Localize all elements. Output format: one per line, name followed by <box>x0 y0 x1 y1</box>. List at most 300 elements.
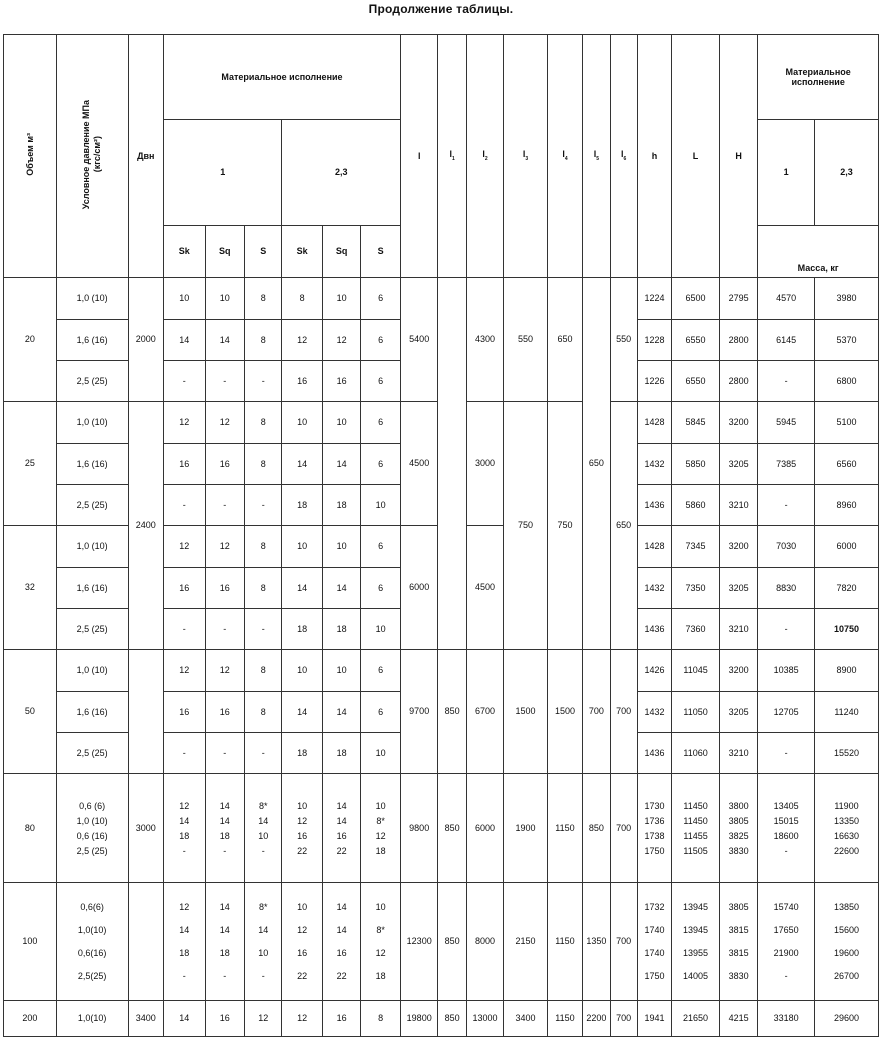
L-line: 13955 <box>683 948 709 958</box>
header-l3-main: l <box>522 149 526 160</box>
sk1-cell: 14 <box>163 1001 205 1037</box>
L-cell <box>672 883 720 1001</box>
header-volume <box>4 35 57 278</box>
H-cell: 3210 <box>719 485 757 526</box>
h-cell <box>637 883 671 1001</box>
l2-cell: 4300 <box>466 278 503 402</box>
s1-line: 10 <box>258 830 269 841</box>
H-cell: 3200 <box>719 650 757 692</box>
l1-cell: 850 <box>438 1001 466 1037</box>
s2-line: 12 <box>375 948 386 958</box>
s2-cell: 6 <box>361 402 401 444</box>
sk2-cell <box>282 883 323 1001</box>
header-l2-sub: 2 <box>484 156 488 163</box>
l4-cell: 1150 <box>547 883 582 1001</box>
sq2-cell: 14 <box>322 568 360 609</box>
h-cell: 1428 <box>637 402 671 444</box>
mass1-cell: 4570 <box>758 278 815 320</box>
header-mass-23: 2,3 <box>815 120 879 226</box>
mass1-line: 13405 <box>773 800 799 811</box>
l3-cell: 3400 <box>504 1001 548 1037</box>
sk2-cell: 14 <box>282 568 323 609</box>
l3-cell: 550 <box>504 278 548 402</box>
mass1-line: 17650 <box>773 925 799 935</box>
s1-cell: 8 <box>244 692 281 733</box>
sq2-cell: 18 <box>322 609 360 650</box>
header-l3-sub: 3 <box>525 156 529 163</box>
sk1-stack <box>164 901 205 982</box>
l5-cell: 650 <box>583 278 610 650</box>
sk2-cell: 12 <box>282 1001 323 1037</box>
H-cell: 3205 <box>719 444 757 485</box>
sq2-cell: 18 <box>322 733 360 774</box>
mass23-cell: 5100 <box>815 402 879 444</box>
H-line: 3800 <box>728 800 749 811</box>
pressure-cell: 1,0 (10) <box>56 650 128 692</box>
sk1-line: 14 <box>179 925 190 935</box>
s1-line: 8* <box>258 800 268 811</box>
mass1-cell: 10385 <box>758 650 815 692</box>
h-line: 1740 <box>644 925 665 935</box>
sk1-line: 12 <box>179 800 190 811</box>
h-cell: 1432 <box>637 568 671 609</box>
sq2-line: 22 <box>336 971 347 981</box>
mass23-line: 11900 <box>834 800 859 811</box>
L-line: 11450 <box>683 800 708 811</box>
header-mat-23: 2,3 <box>282 120 401 226</box>
sq2-line: 16 <box>336 948 347 958</box>
pressure-line: 2,5 (25) <box>76 845 108 856</box>
sq2-line: 14 <box>336 815 347 826</box>
l2-cell: 4500 <box>466 526 503 650</box>
pressure-cell: 1,0 (10) <box>56 402 128 444</box>
sk1-cell: 16 <box>163 692 205 733</box>
sk2-cell: 14 <box>282 692 323 733</box>
sk2-cell: 10 <box>282 526 323 568</box>
h-line: 1750 <box>644 845 665 856</box>
mass1-line: 15740 <box>773 902 799 912</box>
H-cell: 2800 <box>719 320 757 361</box>
header-material-left: Материальное исполнение <box>163 35 400 120</box>
s1-cell: 8 <box>244 526 281 568</box>
L-stack <box>672 800 719 857</box>
pressure-line: 0,6(6) <box>80 902 104 912</box>
s1-line: 14 <box>258 925 269 935</box>
pressure-line: 0,6(16) <box>77 948 107 958</box>
s2-line: 18 <box>375 845 386 856</box>
h-line: 1750 <box>644 971 665 981</box>
mass1-cell: 12705 <box>758 692 815 733</box>
sq2-cell <box>322 774 360 883</box>
s2-cell: 10 <box>361 733 401 774</box>
h-cell: 1224 <box>637 278 671 320</box>
sq1-cell: 16 <box>205 1001 244 1037</box>
sq2-cell: 10 <box>322 402 360 444</box>
mass1-cell: - <box>758 733 815 774</box>
header-volume-text: Объем м³ <box>24 133 35 177</box>
l6-cell: 650 <box>610 402 637 650</box>
header-pressure-line1: Условное давление МПа <box>81 100 92 210</box>
header-mat-1: 1 <box>163 120 281 226</box>
sq1-cell: 14 <box>205 320 244 361</box>
l2-cell: 13000 <box>466 1001 503 1037</box>
l2-cell: 8000 <box>466 883 503 1001</box>
L-line: 13945 <box>683 925 709 935</box>
s1-line: 8* <box>258 902 268 912</box>
sk2-line: 16 <box>297 830 308 841</box>
sq1-line: 18 <box>219 830 230 841</box>
sk2-cell: 10 <box>282 650 323 692</box>
l4-cell: 750 <box>547 402 582 650</box>
mass23-cell: 5370 <box>815 320 879 361</box>
mass23-cell <box>815 883 879 1001</box>
sk1-cell: 12 <box>163 526 205 568</box>
H-stack <box>720 901 757 982</box>
sk2-cell: 12 <box>282 320 323 361</box>
mass23-line: 19600 <box>833 948 860 958</box>
mass1-cell <box>758 774 815 883</box>
mass23-cell: 6000 <box>815 526 879 568</box>
mass23-line: 16630 <box>833 830 860 841</box>
pressure-cell: 2,5 (25) <box>56 361 128 402</box>
sk1-cell: - <box>163 361 205 402</box>
H-line: 3830 <box>728 845 749 856</box>
sq1-line: - <box>223 971 227 981</box>
h-line: 1730 <box>644 800 665 811</box>
s1-cell: - <box>244 361 281 402</box>
s2-cell: 10 <box>361 609 401 650</box>
sk1-line: - <box>182 971 186 981</box>
sq1-stack <box>206 800 244 857</box>
s2-cell: 6 <box>361 278 401 320</box>
sk2-cell: 18 <box>282 485 323 526</box>
header-l6-main: l <box>621 149 624 160</box>
sq1-line: 14 <box>219 815 230 826</box>
L-cell: 5850 <box>672 444 720 485</box>
sq1-cell: 12 <box>205 402 244 444</box>
H-line: 3815 <box>728 948 749 958</box>
s1-cell: 12 <box>244 1001 281 1037</box>
pressure-cell <box>56 883 128 1001</box>
header-l4-main: l <box>562 149 565 160</box>
mass23-cell: 6800 <box>815 361 879 402</box>
pressure-cell: 2,5 (25) <box>56 733 128 774</box>
sk1-cell: 14 <box>163 320 205 361</box>
L-line: 14005 <box>683 971 709 981</box>
mass23-cell: 8960 <box>815 485 879 526</box>
s2-stack <box>361 800 400 857</box>
h-cell: 1426 <box>637 650 671 692</box>
L-cell: 11050 <box>672 692 720 733</box>
l-cell: 6000 <box>400 526 437 650</box>
pressure-cell: 1,0(10) <box>56 1001 128 1037</box>
sk2-cell <box>282 774 323 883</box>
L-cell: 6550 <box>672 320 720 361</box>
sk2-line: 10 <box>297 902 308 912</box>
s2-line: 10 <box>375 800 386 811</box>
l6-cell: 700 <box>610 774 637 883</box>
mass23-stack <box>815 901 878 982</box>
sq2-cell: 16 <box>322 1001 360 1037</box>
table-row <box>4 883 879 1001</box>
s2-line: 10 <box>375 902 386 912</box>
h-line: 1736 <box>644 815 665 826</box>
header-material-right: Материальное исполнение <box>758 35 879 120</box>
s1-cell: - <box>244 485 281 526</box>
sq1-line: 18 <box>219 948 230 958</box>
l2-cell: 6000 <box>466 774 503 883</box>
L-cell: 6500 <box>672 278 720 320</box>
sk1-line: 18 <box>179 830 190 841</box>
pressure-cell: 1,0 (10) <box>56 526 128 568</box>
header-pressure-text <box>81 100 103 209</box>
sq2-cell: 10 <box>322 650 360 692</box>
s1-line: 10 <box>258 948 269 958</box>
dvn-cell-empty <box>128 650 163 774</box>
header-sq-1: Sq <box>205 226 244 278</box>
sk2-cell: 8 <box>282 278 323 320</box>
l-cell: 5400 <box>400 278 437 402</box>
header-l4 <box>547 35 582 278</box>
H-line: 3805 <box>728 815 749 826</box>
dvn-cell: 2400 <box>128 402 163 650</box>
H-line: 3830 <box>728 971 749 981</box>
sk2-line: 22 <box>297 971 308 981</box>
volume-cell: 100 <box>4 883 57 1001</box>
L-cell: 7360 <box>672 609 720 650</box>
sq2-cell: 12 <box>322 320 360 361</box>
mass23-cell: 10750 <box>815 609 879 650</box>
pressure-cell: 2,5 (25) <box>56 485 128 526</box>
sq2-cell: 14 <box>322 444 360 485</box>
l5-cell: 2200 <box>583 1001 610 1037</box>
mass1-stack <box>758 800 814 857</box>
mass23-cell <box>815 774 879 883</box>
sq2-cell: 16 <box>322 361 360 402</box>
L-cell: 11060 <box>672 733 720 774</box>
h-cell: 1432 <box>637 692 671 733</box>
l1-cell: 850 <box>438 774 466 883</box>
sk1-line: 12 <box>179 902 190 912</box>
header-sq-2: Sq <box>322 226 360 278</box>
s2-line: 8* <box>376 925 385 935</box>
mass23-cell: 7820 <box>815 568 879 609</box>
mass23-line: 26700 <box>833 971 860 981</box>
L-line: 11450 <box>683 815 708 826</box>
header-l6-sub: 6 <box>623 156 627 163</box>
s2-line: 12 <box>375 830 386 841</box>
header-sk-1: Sk <box>163 226 205 278</box>
s2-cell: 6 <box>361 568 401 609</box>
table-row <box>4 774 879 883</box>
l3-cell: 1900 <box>504 774 548 883</box>
h-cell: 1436 <box>637 733 671 774</box>
mass1-cell: 33180 <box>758 1001 815 1037</box>
mass1-line: 15015 <box>773 815 799 826</box>
sq2-cell: 10 <box>322 526 360 568</box>
sq2-line: 16 <box>336 830 347 841</box>
header-l2 <box>466 35 503 278</box>
sk2-stack <box>282 800 322 857</box>
l-cell: 19800 <box>400 1001 437 1037</box>
sq1-stack <box>206 901 244 982</box>
sq2-line: 22 <box>336 845 347 856</box>
sq1-cell: 16 <box>205 692 244 733</box>
L-cell: 5845 <box>672 402 720 444</box>
header-l3 <box>504 35 548 278</box>
header-mass-label: Масса, кг <box>758 226 879 278</box>
sq1-line: 14 <box>219 902 230 912</box>
h-cell: 1436 <box>637 609 671 650</box>
header-l4-sub: 4 <box>564 156 568 163</box>
header-L: L <box>672 35 720 278</box>
s2-cell: 10 <box>361 485 401 526</box>
s1-stack <box>245 800 281 857</box>
sk1-cell: 16 <box>163 444 205 485</box>
pressure-stack <box>57 901 128 982</box>
header-l1-sub: 1 <box>451 156 455 163</box>
header-l5-main: l <box>593 149 597 160</box>
sq1-cell: 16 <box>205 568 244 609</box>
sk1-cell: 10 <box>163 278 205 320</box>
header-l5-sub: 5 <box>596 156 599 163</box>
h-cell: 1941 <box>637 1001 671 1037</box>
s1-cell <box>244 774 281 883</box>
s2-cell: 6 <box>361 650 401 692</box>
l-cell: 12300 <box>400 883 437 1001</box>
s1-cell: - <box>244 609 281 650</box>
dvn-cell: 2000 <box>128 278 163 402</box>
sq2-cell <box>322 883 360 1001</box>
l2-cell: 3000 <box>466 402 503 526</box>
sk2-cell: 10 <box>282 402 323 444</box>
H-cell <box>719 774 757 883</box>
sq2-cell: 10 <box>322 278 360 320</box>
L-line: 11455 <box>683 830 708 841</box>
H-cell: 2800 <box>719 361 757 402</box>
sk2-cell: 14 <box>282 444 323 485</box>
volume-cell: 80 <box>4 774 57 883</box>
mass1-line: - <box>784 845 788 856</box>
pressure-cell: 1,6 (16) <box>56 320 128 361</box>
mass23-line: 15600 <box>833 925 860 935</box>
l-cell: 4500 <box>400 402 437 526</box>
mass1-cell: - <box>758 609 815 650</box>
pressure-cell: 1,6 (16) <box>56 568 128 609</box>
mass1-cell: 6145 <box>758 320 815 361</box>
sq2-cell: 18 <box>322 485 360 526</box>
pressure-cell: 1,0 (10) <box>56 278 128 320</box>
L-stack <box>672 901 719 982</box>
sq1-line: - <box>223 845 227 856</box>
h-cell: 1226 <box>637 361 671 402</box>
mass1-line: 21900 <box>773 948 799 958</box>
header-mass-1: 1 <box>758 120 815 226</box>
L-line: 13945 <box>683 902 709 912</box>
sk1-line: 14 <box>179 815 190 826</box>
volume-cell: 25 <box>4 402 57 526</box>
sk1-cell <box>163 774 205 883</box>
header-s-2: S <box>361 226 401 278</box>
volume-cell: 200 <box>4 1001 57 1037</box>
sq1-cell: - <box>205 733 244 774</box>
H-cell: 3200 <box>719 526 757 568</box>
L-cell: 7350 <box>672 568 720 609</box>
mass1-cell: 7385 <box>758 444 815 485</box>
header-dvn: Двн <box>128 35 163 278</box>
h-cell: 1436 <box>637 485 671 526</box>
sq1-cell: - <box>205 485 244 526</box>
h-stack <box>638 800 671 857</box>
s2-cell: 6 <box>361 692 401 733</box>
mass1-line: 18600 <box>773 830 799 841</box>
s2-line: 18 <box>375 971 386 981</box>
L-cell <box>672 774 720 883</box>
pressure-cell: 2,5 (25) <box>56 609 128 650</box>
sk2-cell: 18 <box>282 609 323 650</box>
H-cell: 3205 <box>719 692 757 733</box>
pressure-line: 1,0(10) <box>77 925 107 935</box>
pressure-line: 2,5(25) <box>77 971 107 981</box>
l6-cell: 550 <box>610 278 637 402</box>
mass23-line: 13850 <box>833 902 860 912</box>
l4-cell: 1150 <box>547 1001 582 1037</box>
s2-cell: 6 <box>361 320 401 361</box>
H-line: 3805 <box>728 902 749 912</box>
sk1-line: 18 <box>179 948 190 958</box>
mass23-line: 22600 <box>833 845 860 856</box>
s2-cell <box>361 774 401 883</box>
L-cell: 6550 <box>672 361 720 402</box>
sq1-cell <box>205 883 244 1001</box>
s2-cell <box>361 883 401 1001</box>
pressure-cell <box>56 774 128 883</box>
h-cell <box>637 774 671 883</box>
header-h: h <box>637 35 671 278</box>
l4-cell: 1500 <box>547 650 582 774</box>
H-stack <box>720 800 757 857</box>
H-cell: 2795 <box>719 278 757 320</box>
pressure-cell: 1,6 (16) <box>56 692 128 733</box>
sk2-stack <box>282 901 322 982</box>
header-l1-main: l <box>449 149 452 160</box>
sq2-stack <box>323 800 360 857</box>
sq1-line: 14 <box>219 800 230 811</box>
s1-cell: 8 <box>244 444 281 485</box>
mass23-cell: 8900 <box>815 650 879 692</box>
mass23-stack <box>815 800 878 857</box>
header-l6 <box>610 35 637 278</box>
l5-cell: 700 <box>583 650 610 774</box>
s1-line: - <box>261 971 265 981</box>
s1-cell: 8 <box>244 278 281 320</box>
header-pressure-line2: (кгс/см²) <box>92 136 103 173</box>
l6-cell: 700 <box>610 883 637 1001</box>
header-l1 <box>438 35 466 278</box>
s2-line: 8* <box>376 815 385 826</box>
sq2-stack <box>323 901 360 982</box>
header-l2-main: l <box>482 149 485 160</box>
L-line: 11505 <box>683 845 708 856</box>
l1-cell: 850 <box>438 883 466 1001</box>
H-cell <box>719 883 757 1001</box>
s1-cell: 8 <box>244 402 281 444</box>
header-l5 <box>583 35 610 278</box>
s1-cell: - <box>244 733 281 774</box>
H-cell: 3210 <box>719 733 757 774</box>
pressure-stack <box>57 800 128 857</box>
h-cell: 1428 <box>637 526 671 568</box>
